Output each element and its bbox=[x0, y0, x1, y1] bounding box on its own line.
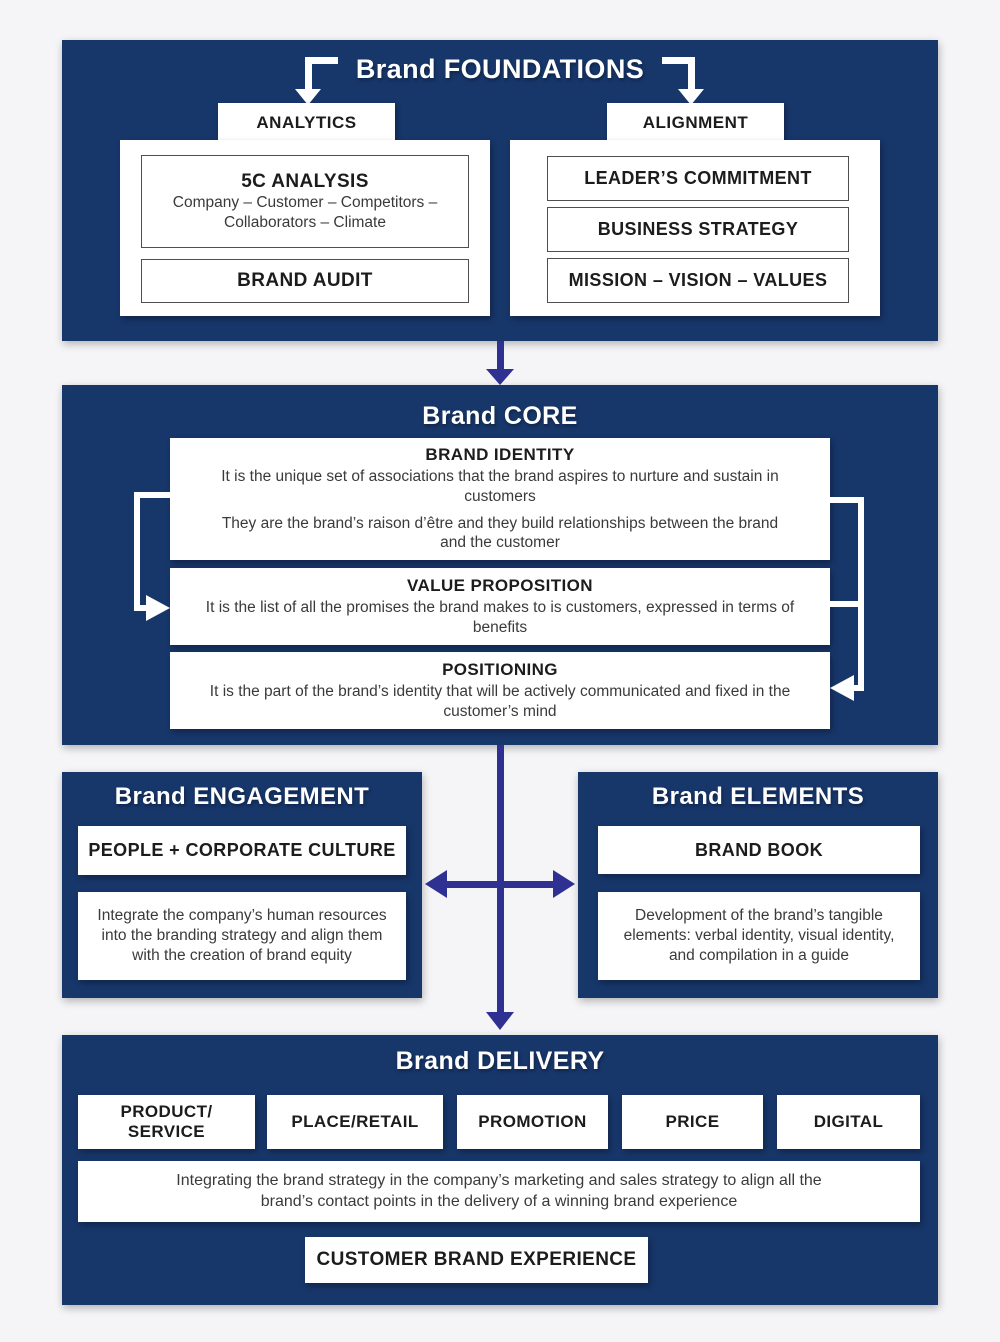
elements-text-box bbox=[598, 892, 920, 980]
value-proposition-text: It is the list of all the promises the brand makes to is customers, expressed in terms of benefits bbox=[205, 598, 795, 636]
brand-book-box bbox=[598, 826, 920, 874]
five-c-analysis-box bbox=[141, 155, 469, 248]
brand-book-label: BRAND BOOK bbox=[695, 839, 823, 860]
elements-panel bbox=[578, 772, 938, 998]
engagement-panel bbox=[62, 772, 422, 998]
engagement-text-box bbox=[78, 892, 406, 980]
elements-text: Development of the brand’s tangible elements: verbal identity, visual identity, and compilation in a guide bbox=[623, 907, 895, 964]
mission-vision-values-box bbox=[547, 258, 849, 303]
channel-digital-box bbox=[777, 1095, 920, 1149]
brand-identity-heading: BRAND IDENTITY bbox=[425, 444, 575, 464]
alignment-container bbox=[510, 140, 880, 316]
five-c-heading: 5C ANALYSIS bbox=[241, 170, 369, 192]
five-c-text: Company – Customer – Competitors – Collaborators – Climate bbox=[172, 193, 438, 231]
channel-price-box bbox=[622, 1095, 763, 1149]
analytics-container bbox=[120, 140, 490, 316]
mission-vision-values-label: MISSION – VISION – VALUES bbox=[568, 270, 828, 290]
delivery-text-box bbox=[78, 1161, 920, 1222]
channel-promotion-label: PROMOTION bbox=[478, 1112, 587, 1131]
brand-audit-box bbox=[141, 259, 469, 303]
brand-identity-text-1: It is the unique set of associations that the brand aspires to nurture and sustain in customers bbox=[221, 467, 779, 505]
channel-place-retail-box bbox=[267, 1095, 443, 1149]
channel-price-label: PRICE bbox=[665, 1112, 720, 1131]
leaders-commitment-label: LEADER’S COMMITMENT bbox=[584, 168, 812, 188]
leaders-commitment-box bbox=[547, 156, 849, 201]
positioning-box bbox=[170, 652, 830, 729]
analytics-tab: ANALYTICS bbox=[218, 103, 395, 142]
foundations-title: Brand FOUNDATIONS bbox=[355, 54, 645, 84]
elements-title: Brand ELEMENTS bbox=[651, 783, 865, 810]
channel-product-service-box bbox=[78, 1095, 255, 1149]
positioning-heading: POSITIONING bbox=[442, 659, 558, 679]
delivery-text: Integrating the brand strategy in the company’s marketing and sales strategy to align all the brand’s contact points in the delivery of a winning brand experience bbox=[176, 1172, 822, 1210]
positioning-text: It is the part of the brand’s identity that will be actively communicated and fixed in the customer’s mind bbox=[209, 682, 791, 720]
delivery-title: Brand DELIVERY bbox=[395, 1047, 605, 1075]
core-panel bbox=[62, 385, 938, 745]
channel-digital-label: DIGITAL bbox=[813, 1112, 884, 1131]
business-strategy-box bbox=[547, 207, 849, 252]
value-proposition-box bbox=[170, 568, 830, 645]
engagement-title: Brand ENGAGEMENT bbox=[114, 783, 370, 810]
engagement-text: Integrate the company’s human resources into the branding strategy and align them with the creation of brand equity bbox=[97, 907, 387, 964]
channel-promotion-box bbox=[457, 1095, 608, 1149]
channel-product-service-label: PRODUCT/ SERVICE bbox=[120, 1102, 213, 1141]
delivery-panel bbox=[62, 1035, 938, 1305]
business-strategy-label: BUSINESS STRATEGY bbox=[597, 219, 799, 239]
brand-identity-box bbox=[170, 438, 830, 560]
foundations-panel bbox=[62, 40, 938, 341]
people-culture-box bbox=[78, 826, 406, 875]
people-culture-label: PEOPLE + CORPORATE CULTURE bbox=[88, 840, 396, 860]
channel-place-retail-label: PLACE/RETAIL bbox=[291, 1112, 419, 1131]
brand-identity-text-2: They are the brand’s raison d’être and they build relationships between the brand and the customer bbox=[221, 514, 779, 552]
customer-brand-experience-label: CUSTOMER BRAND EXPERIENCE bbox=[316, 1249, 637, 1270]
customer-brand-experience-box bbox=[305, 1237, 648, 1283]
alignment-tab: ALIGNMENT bbox=[607, 103, 784, 142]
brand-audit-label: BRAND AUDIT bbox=[237, 270, 373, 291]
value-proposition-heading: VALUE PROPOSITION bbox=[407, 575, 593, 595]
core-title: Brand CORE bbox=[422, 402, 578, 430]
